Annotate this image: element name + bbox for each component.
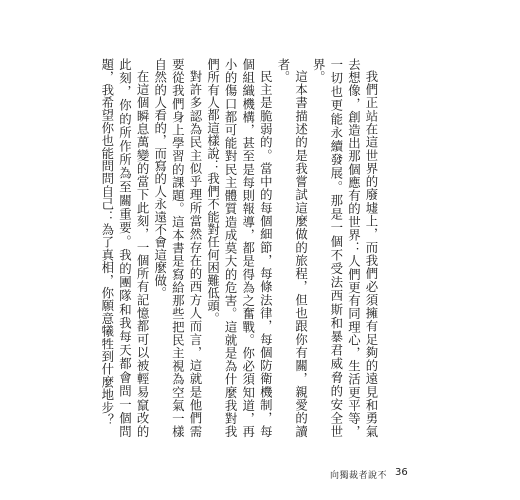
- paragraph-2: 這本書描述的是我嘗試這麼做的旅程，但也跟你有關，親愛的讀者。: [275, 58, 309, 438]
- paragraph-1: 我們正站在這世界的廢墟上，而我們必須擁有足夠的遠見和勇氣去想像，創造出那個應有的世界：人們更有同理心，生活更平等，一切也更能永續發展。那是一個不受法西斯和暴君威脅的安全世界。: [311, 58, 379, 438]
- paragraph-3: 民主是脆弱的。當中的每個細節，每條法律，每個防衛機制，每個組織機構，甚至是每則報導，都是得為之奮戰。你必須知道，再小的傷口都可能對民主體質造成莫大的危害。這就是為什麼我對我們所有人都這樣說：我們不能對任何困難低頭。: [205, 58, 274, 438]
- paragraph-4: 對許多認為民主似乎理所當然存在的西方人而言，這就是他們需要從我們身上學習的課題。這本書是寫給那些把民主視為空氣一樣自然的人看的，而寫的人永遠不會這麼做。: [152, 58, 203, 438]
- vertical-text-body: [99, 58, 380, 438]
- running-title: 向獨裁者說不: [330, 471, 388, 481]
- page-footer: [0, 467, 520, 483]
- page-number: 36: [395, 467, 408, 478]
- paragraph-5: 在這個瞬息萬變的當下此刻，一個所有記憶都可以被輕易竄改的此刻，你的所作所為至關重要。我的團隊和我每天都會問一個問題，我希望你也能問問自己：為了真相，你願意犧牲到什麼地步？: [99, 58, 151, 438]
